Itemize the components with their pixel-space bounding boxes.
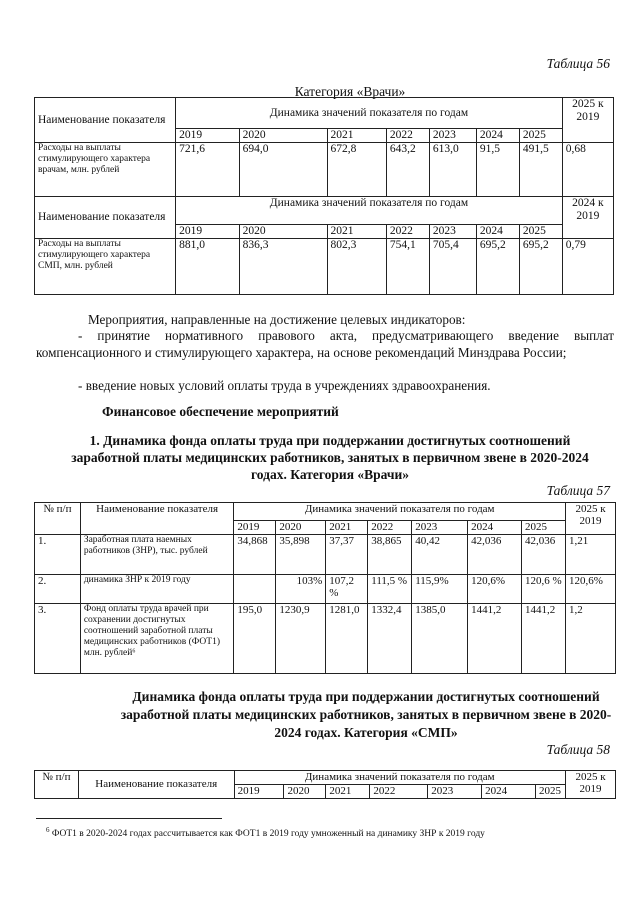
value-cell: 721,6 <box>176 143 239 197</box>
year-cell: 2025 <box>522 521 566 535</box>
row-num: 1. <box>35 535 81 575</box>
value-cell: 613,0 <box>429 143 476 197</box>
value-cell: 38,865 <box>368 535 412 575</box>
year-cell: 2021 <box>327 129 386 143</box>
value-cell: 1281,0 <box>326 604 368 674</box>
ratio-cell: 0,68 <box>562 143 613 197</box>
ratio-cell: 0,79 <box>562 239 613 295</box>
year-cell: 2024 <box>468 521 522 535</box>
value-cell: 37,37 <box>326 535 368 575</box>
year-cell: 2023 <box>429 129 476 143</box>
footnote-rule <box>36 818 222 819</box>
value-cell: 1441,2 <box>522 604 566 674</box>
year-cell: 2020 <box>284 785 326 799</box>
value-cell: 42,036 <box>468 535 522 575</box>
heading-2: Динамика фонда оплаты труда при поддержании достигнутых соотношений заработной платы медицинских работников, занятых в первичном звене в 2020-2024 годах. Категория «СМП» <box>120 689 612 740</box>
value-cell: 120,6 % <box>522 575 566 604</box>
year-cell: 2022 <box>386 129 429 143</box>
row-num: 3. <box>35 604 81 674</box>
year-cell: 2021 <box>326 785 370 799</box>
row-label: Фонд оплаты труда врачей при сохранении достигнутых соотношений заработной платы медицинских работников (ФОТ1) млн. рублей⁶ <box>80 604 234 674</box>
year-cell: 2020 <box>239 225 327 239</box>
table-56-row-label-2: Расходы на выплаты стимулирующего характера СМП, млн. рублей <box>35 239 176 295</box>
row-num: 2. <box>35 575 81 604</box>
footnote <box>46 826 485 839</box>
value-cell: 802,3 <box>327 239 386 295</box>
table-56-ratio-header: 2025 к 2019 <box>562 98 613 143</box>
year-cell: 2019 <box>234 521 276 535</box>
table-58-dynamics-header: Динамика значений показателя по годам <box>234 771 565 785</box>
value-cell: 1385,0 <box>412 604 468 674</box>
table-57-ratio-header: 2025 к 2019 <box>565 503 615 535</box>
year-cell: 2021 <box>326 521 368 535</box>
table-56-ratio-header-2: 2024 к 2019 <box>562 197 613 239</box>
heading-financing: Финансовое обеспечение мероприятий <box>102 404 339 419</box>
year-cell: 2023 <box>429 225 476 239</box>
row-label: Заработная плата наемных работников (ЗНР), тыс. рублей <box>80 535 234 575</box>
table-56-name-header: Наименование показателя <box>35 98 176 143</box>
value-cell: 672,8 <box>327 143 386 197</box>
year-cell: 2025 <box>519 129 562 143</box>
table-57-label: Таблица 57 <box>546 483 610 498</box>
body-line-1: Мероприятия, направленные на достижение целевых индикаторов: <box>88 312 466 327</box>
value-cell: 705,4 <box>429 239 476 295</box>
year-cell: 2021 <box>327 225 386 239</box>
year-cell: 2022 <box>370 785 428 799</box>
value-cell: 643,2 <box>386 143 429 197</box>
body-line-3: - введение новых условий оплаты труда в учреждениях здравоохранения. <box>78 378 491 393</box>
value-cell: 836,3 <box>239 239 327 295</box>
value-cell: 1332,4 <box>368 604 412 674</box>
value-cell: 91,5 <box>476 143 519 197</box>
year-cell: 2023 <box>412 521 468 535</box>
value-cell: 115,9% <box>412 575 468 604</box>
table-row <box>35 535 616 575</box>
year-cell: 2022 <box>386 225 429 239</box>
value-cell: 34,868 <box>234 535 276 575</box>
table-58-num-header: № п/п <box>35 771 79 799</box>
body-line-2: - принятие нормативного правового акта, предусматривающего введение выплат компенсационного и стимулирующего характера, на основе рекомендаций Минздрава России; <box>36 328 614 360</box>
value-cell: 107,2 % <box>326 575 368 604</box>
table-56-label: Таблица 56 <box>546 56 610 71</box>
year-cell: 2022 <box>368 521 412 535</box>
value-cell: 1441,2 <box>468 604 522 674</box>
value-cell: 695,2 <box>476 239 519 295</box>
value-cell: 103% <box>276 575 326 604</box>
table-56-name-header-2: Наименование показателя <box>35 197 176 239</box>
table-56-dynamics-header-2: Динамика значений показателя по годам <box>176 197 563 225</box>
year-cell: 2019 <box>234 785 284 799</box>
year-cell: 2025 <box>519 225 562 239</box>
year-cell: 2020 <box>276 521 326 535</box>
heading-1: 1. Динамика фонда оплаты труда при поддержании достигнутых соотношений заработной платы медицинских работников, занятых в первичном звене в 2020-2024 годах. Категория «Врачи» <box>71 433 589 482</box>
year-cell: 2020 <box>239 129 327 143</box>
value-cell: 881,0 <box>176 239 239 295</box>
value-cell: 40,42 <box>412 535 468 575</box>
ratio-cell: 120,6% <box>565 575 615 604</box>
value-cell: 42,036 <box>522 535 566 575</box>
table-58-label: Таблица 58 <box>546 742 610 757</box>
table-56 <box>34 97 614 295</box>
table-56-category: Категория «Врачи» <box>294 84 406 99</box>
year-cell: 2024 <box>476 129 519 143</box>
ratio-cell: 1,2 <box>565 604 615 674</box>
row-label: динамика ЗНР к 2019 году <box>80 575 234 604</box>
value-cell: 120,6% <box>468 575 522 604</box>
value-cell: 35,898 <box>276 535 326 575</box>
table-56-dynamics-header: Динамика значений показателя по годам <box>176 98 563 129</box>
footnote-text: ФОТ1 в 2020-2024 годах рассчитывается как ФОТ1 в 2019 году умноженный на динамику ЗНР к 2019 году <box>51 829 485 840</box>
year-cell: 2025 <box>536 785 566 799</box>
table-57-name-header: Наименование показателя <box>80 503 234 535</box>
year-cell: 2024 <box>476 225 519 239</box>
value-cell: 754,1 <box>386 239 429 295</box>
value-cell: 195,0 <box>234 604 276 674</box>
table-row <box>35 604 616 674</box>
year-cell: 2023 <box>428 785 482 799</box>
table-58-name-header: Наименование показателя <box>78 771 234 799</box>
year-cell: 2019 <box>176 129 239 143</box>
value-cell: 491,5 <box>519 143 562 197</box>
table-row <box>35 575 616 604</box>
year-cell: 2024 <box>482 785 536 799</box>
ratio-cell: 1,21 <box>565 535 615 575</box>
value-cell: 111,5 % <box>368 575 412 604</box>
table-58 <box>34 770 616 799</box>
table-57-dynamics-header: Динамика значений показателя по годам <box>234 503 566 521</box>
value-cell: 1230,9 <box>276 604 326 674</box>
table-57 <box>34 502 616 674</box>
table-58-ratio-header: 2025 к 2019 <box>565 771 615 799</box>
footnote-mark: 6 <box>46 826 50 834</box>
table-57-num-header: № п/п <box>35 503 81 535</box>
value-cell: 695,2 <box>519 239 562 295</box>
table-56-row-label: Расходы на выплаты стимулирующего характера врачам, млн. рублей <box>35 143 176 197</box>
value-cell <box>234 575 276 604</box>
year-cell: 2019 <box>176 225 239 239</box>
value-cell: 694,0 <box>239 143 327 197</box>
